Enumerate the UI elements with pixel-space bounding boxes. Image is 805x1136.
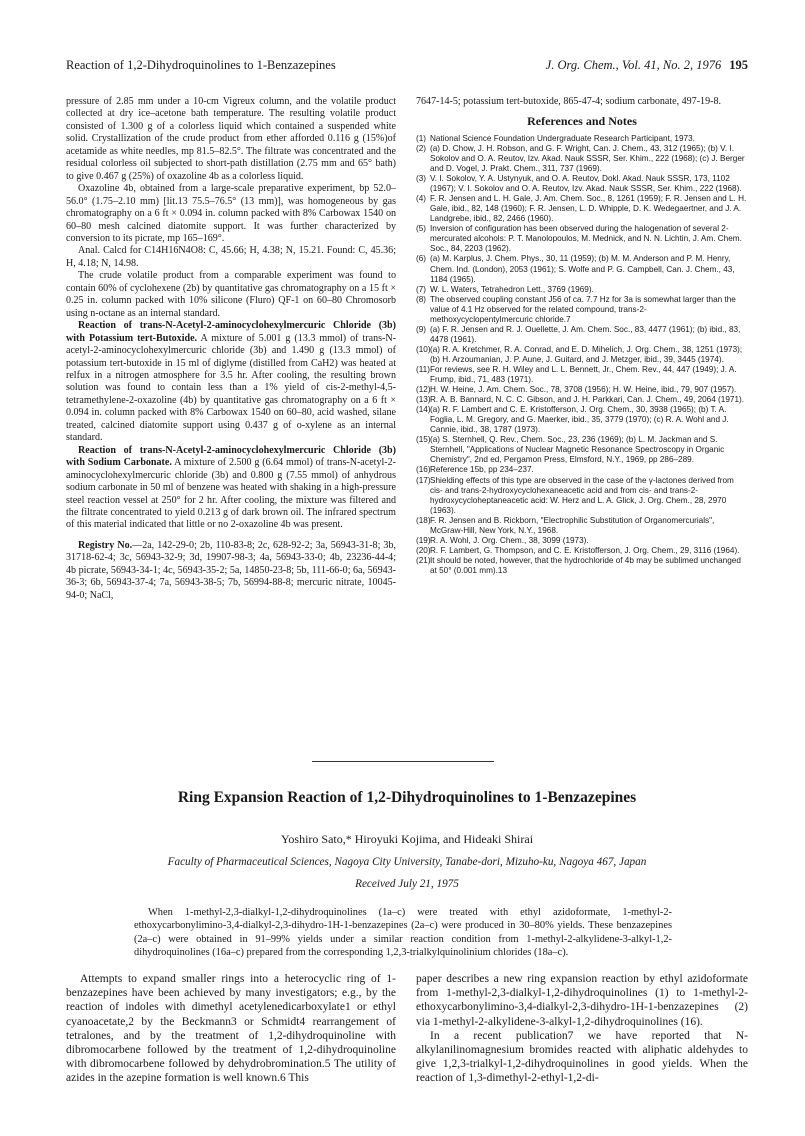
reference-item: [416, 224, 748, 254]
reference-item: [416, 254, 748, 284]
reference-item: [416, 435, 748, 465]
reference-item: [416, 516, 748, 536]
reference-text: Inversion of configuration has been observed during the halogenation of several 2-mercurated alcohols: P. T. Manolopoulos, M. Mednick, and N. N. Lichtin, J. Am. Chem. Soc., 84, 2203 (1962).: [430, 224, 742, 254]
reference-item: [416, 465, 748, 475]
body-paragraph: Attempts to expand smaller rings into a heterocyclic ring of 1-benzazepines have been achieved by many investigators; e.g., by the reaction of indoles with dimethyl acetylenedicarboxylate1 or ethyl cyanoacetate,2 by the Beckmann3 or Schmidt4 rearrangement of tetralones, and by the treatment of 1,2-dihydroquinoline with dibromocarbene followed by the treatment of 1,2-dihydroquinoline with dibromocarbene followed by dehydrobromination.5 The utility of azides in the azepine formation is well known.6 This: [66, 973, 396, 1085]
section-text: A mixture of 2.500 g (6.64 mmol) of trans-N-acetyl-2-aminocyclohexylmercuric chloride (3b) and 0.800 g (7.55 mmol) of anhydrous sodium carbonate in 50 ml of benzene was heated with shaking in a high-pressure steel reaction vessel at 250° for 2 hr. After cooling, the mixture was filtered and the filtrate concentrated to yield 0.213 g of dark brown oil. The infrared spectrum of this material indicated that little or no 2-oxazoline 4b was present.: [66, 457, 397, 531]
reference-text: W. L. Waters, Tetrahedron Lett., 3769 (1969).: [430, 284, 594, 294]
abstract: When 1-methyl-2,3-dialkyl-1,2-dihydroquinolines (1a–c) were treated with ethyl azidoformate, 1-methyl-2-ethoxycarbonylimino-3,4-dialkyl-2,3-dihydro-1H-1-benzazepines (2a–c) were produced in 30–80% yields. These benzazepines (2a–c) were obtained in 91–99% yields under a similar reaction condition from 1-methyl-2-alkylidene-3-alkyl-1,2-dihydroquinolines (16a–c) prepared from the corresponding 1,2,3-trialkylquinolinium chlorides (18a–c).: [134, 907, 672, 958]
reference-text: (a) D. Chow, J. H. Robson, and G. F. Wright, Can. J. Chem., 43, 312 (1965); (b) V. I. Sokolov and O. A. Reutov, Izv. Akad. Nauk SSSR, Ser. Khim., 222 (1968); (c) J. Berger and D. Vogel, J. Prakt. Chem., 311, 737 (1969).: [430, 143, 745, 174]
article-authors: Yoshiro Sato,* Hiroyuki Kojima, and Hideaki Shirai: [280, 832, 534, 846]
reference-item: [416, 134, 748, 144]
article-title: Ring Expansion Reaction of 1,2-Dihydroquinolines to 1-Benzazepines: [177, 789, 637, 806]
reference-number: (13): [416, 395, 431, 405]
reference-number: (14): [416, 405, 431, 415]
author-affiliation: Faculty of Pharmaceutical Sciences, Nagoya City University, Tanabe-dori, Mizuho-ku, Nagoya 467, Japan: [167, 856, 647, 868]
reference-text: National Science Foundation Undergraduate Research Participant, 1973.: [430, 133, 695, 143]
paragraph: Oxazoline 4b, obtained from a large-scale preparative experiment, bp 52.0–56.0° (1.75–2.10 mm) [lit.13 75.5–76.5° (13 mm)], was homogeneous by gas chromatography on a 6 ft × 0.094 in. column packed with 8% Carbowax 1540 on 60–80 mesh calcined diatomite support. It was further characterized by conversion to its picrate, mp 165–169°.: [66, 183, 396, 244]
reference-item: [416, 385, 748, 395]
reference-number: (2): [416, 143, 427, 153]
reference-item: [416, 476, 748, 516]
reference-text: Shielding effects of this type are observed in the case of the γ-lactones derived from cis- and trans-2-hydroxycyclohexaneacetic acid and from cis- and trans-2-hydroxycycloheptaneacetic acid: W. Herz and L. A. Glick, J. Org. Chem., 28, 2970 (1963).: [430, 475, 734, 515]
page-number: 195: [729, 58, 748, 72]
reference-text: The observed coupling constant J56 of ca. 7.7 Hz for 3a is somewhat larger than the value of 4.1 Hz observed for the related compound, trans-2-methoxycyclopentylmercuric chloride.7: [430, 294, 736, 324]
registry-paragraph: [66, 540, 396, 602]
reference-text: (a) M. Karplus, J. Chem. Phys., 30, 11 (1959); (b) M. M. Anderson and P. M. Henry, Chem. Ind. (London), 2053 (1961); S. Wolfe and P. G. Campbell, Can. J. Chem., 43, 1184 (1965).: [430, 254, 735, 284]
reference-item: [416, 345, 748, 365]
paragraph: [66, 445, 396, 532]
reference-number: (6): [416, 254, 427, 264]
left-column: [66, 96, 396, 602]
paragraph: [66, 320, 396, 445]
right-column: [416, 96, 748, 576]
reference-number: (10): [416, 344, 431, 354]
reference-item: [416, 405, 748, 435]
reference-item: [416, 325, 748, 345]
reference-text: For reviews, see R. H. Wiley and L. L. Bennett, Jr., Chem. Rev., 44, 447 (1949); J. A. Frump, ibid., 71, 483 (1971).: [430, 364, 737, 385]
reference-text: V. I. Sokolov, Y. A. Ustynyuk, and O. A. Reutov, Dokl. Akad. Nauk SSSR, 173, 1102 (1967); V. I. Sokolov and O. A. Reutov, Izv. Akad. Nauk SSSR, Ser. Khim., 222 (1968).: [430, 174, 742, 194]
reference-number: (12): [416, 385, 431, 395]
page-header: [66, 58, 748, 74]
registry-text: —2a, 142-29-0; 2b, 110-83-8; 2c, 628-92-2; 3a, 56943-31-8; 3b, 31718-62-4; 3c, 56943-32-9; 3d, 19907-98-3; 4a, 56943-33-0; 4b, 23236-44-4; 4b picrate, 56943-34-1; 4c, 56943-35-2; 5a, 14850-23-8; 5b, 111-66-0; 6a, 56943-36-3; 6b, 56943-37-4; 7a, 56943-38-5; 7b, 56994-88-8; mercuric nitrate, 10045-94-0; NaCl,: [66, 539, 396, 601]
reference-text: (a) R. A. Kretchmer, R. A. Conrad, and E. D. Mihelich, J. Org. Chem., 38, 1251 (1973); (b) H. Arzoumanian, J. P. Aune, J. Guitard, and J. Metzger, ibid., 39, 3445 (1974).: [430, 344, 743, 364]
reference-number: (8): [416, 294, 427, 304]
reference-text: R. F. Lambert, G. Thompson, and C. E. Kristofferson, J. Org. Chem., 29, 3116 (1964).: [430, 545, 740, 555]
reference-text: Reference 15b, pp 234–237.: [430, 465, 534, 475]
reference-number: (11): [416, 364, 430, 374]
body-paragraph: paper describes a new ring expansion reaction by ethyl azidoformate from 1-methyl-2,3-dialkyl-1,2-dihydroquinolines (1) to 1-methyl-2-ethoxycarbonylimino-3,4-dialkyl-2,3-dihydro-1H-1-benzazepines (2) via 1-methyl-2-alkylidene-3-alkyl-1,2-dihydroquinolines (16).: [416, 973, 748, 1028]
reference-text: H. W. Heine, J. Am. Chem. Soc., 78, 3708 (1956); H. W. Heine, ibid., 79, 907 (1957).: [430, 385, 737, 395]
registry-heading: Registry No.: [78, 539, 133, 551]
journal-citation: [546, 58, 748, 73]
reference-number: (16): [416, 465, 431, 475]
reference-number: (3): [416, 174, 427, 184]
paragraph: The crude volatile product from a comparable experiment was found to contain 60% of cyclohexene (2b) by quantitative gas chromatography on a 15 ft × 0.25 in. column packed with 10% silicone (Fluro) QF-1 on 60–80 Chromosorb using n-octane as an internal standard.: [66, 270, 396, 319]
reference-item: [416, 174, 748, 194]
reference-text: (a) S. Sternhell, Q. Rev., Chem. Soc., 23, 236 (1969); (b) L. M. Jackman and S. Sternhell, "Applications of Nuclear Magnetic Resonance Spectroscopy in Organic Chemistry", 2nd ed, Pergamon Press, Elmsford, N.Y., 1969, pp 286–289.: [430, 435, 725, 465]
section-divider: [312, 761, 494, 762]
registry-continuation: 7647-14-5; potassium tert-butoxide, 865-47-4; sodium carbonate, 497-19-8.: [416, 96, 721, 107]
body-left-column: [66, 972, 396, 1086]
section-heading: Reaction of trans-N-Acetyl-2-aminocyclohexylmercuric Chloride (3b) with Sodium Carbonate.: [66, 444, 396, 469]
reference-item: [416, 395, 748, 405]
paragraph: Anal. Calcd for C14H16N4O8: C, 45.66; H, 4.38; N, 15.21. Found: C, 45.36; H, 4.18; N, 14.98.: [66, 245, 396, 269]
reference-number: (5): [416, 224, 427, 234]
body-paragraph: In a recent publication7 we have reported that N-alkylanilinomagnesium bromides reacted with aliphatic aldehydes to give 1,2,3-trialkyl-1,2-dihydroquinolines in good yields. When the reaction of 1,3-dimethyl-2-ethyl-1,2-di-: [416, 1029, 748, 1085]
reference-number: (21): [416, 555, 431, 565]
references-list: [416, 134, 748, 576]
reference-item: [416, 194, 748, 224]
reference-item: [416, 144, 748, 174]
reference-item: [416, 365, 748, 385]
section-heading: Reaction of trans-N-Acetyl-2-aminocyclohexylmercuric Chloride (3b) with Potassium tert-Butoxide.: [66, 320, 396, 344]
reference-number: (9): [416, 324, 427, 334]
references-heading: References and Notes: [527, 114, 637, 129]
reference-text: It should be noted, however, that the hydrochloride of 4b may be sublimed unchanged at 50° (0.001 mm).13: [430, 555, 741, 575]
section-text: A mixture of 5.001 g (13.3 mmol) of trans-N-acetyl-2-aminocyclohexylmercuric chloride (3b) and 1.490 g (13.3 mmol) of potassium tert-butoxide in 15 ml of diglyme (distilled from CaH2) was heated at relfux in a nitrogen atmosphere for 3.5 hr. After cooling, the resulting brown solution was found to contain less than a 1% yield of cis-2-methyl-4,5-tetramethylene-2-oxazoline (4b) by quantitative gas chromatography on a 6 ft × 0.094 in. column packed with 8% Carbowax 1540 on 60–80, acid washed, silane treated, calcined diatomite support using 0.437 g of o-xylene as an internal standard.: [66, 332, 396, 444]
reference-number: (15): [416, 435, 431, 445]
paragraph: pressure of 2.85 mm under a 10-cm Vigreux column, and the volatile product collected at dry ice–acetone bath temperature. The resulting volatile product consisted of 1.300 g of a colorless liquid which contained a suspended white solid. Crystallization of the crude product from ether afforded 0.116 g (15%)of acetamide as white needles, mp 81.5–82.5°. The filtrate was concentrated and the residual colorless oil subjected to short-path distillation (2.75 mm and 65° bath) to give 0.467 g (25%) of oxazoline 4b as a colorless liquid.: [66, 96, 396, 182]
reference-number: (7): [416, 284, 427, 294]
reference-text: R. A. B. Bannard, N. C. C. Gibson, and J. H. Parkkari, Can. J. Chem., 49, 2064 (1971).: [430, 395, 744, 405]
reference-item: [416, 546, 748, 556]
reference-text: (a) R. F. Lambert and C. E. Kristofferson, J. Org. Chem., 30, 3938 (1965); (b) T. A. Foglia, L. M. Gregory, and G. Maerker, ibid., 35, 3779 (1970); (c) R. A. Wohl and J. Cannie, ibid., 38, 1787 (1973).: [430, 405, 729, 435]
body-right-column: [416, 972, 748, 1086]
reference-number: (18): [416, 515, 431, 525]
reference-number: (19): [416, 535, 431, 545]
reference-item: [416, 556, 748, 576]
reference-number: (17): [416, 475, 431, 485]
reference-text: (a) F. R. Jensen and R. J. Ouellette, J. Am. Chem. Soc., 83, 4477 (1961); (b) ibid., 83, 4478 (1961).: [430, 324, 741, 344]
reference-number: (20): [416, 545, 431, 555]
journal-name: J. Org. Chem., Vol. 41, No. 2, 1976: [545, 58, 722, 72]
reference-item: [416, 536, 748, 546]
reference-item: [416, 285, 748, 295]
reference-item: [416, 295, 748, 325]
running-title: Reaction of 1,2-Dihydroquinolines to 1-Benzazepines: [66, 58, 336, 72]
reference-number: (4): [416, 194, 427, 204]
reference-text: F. R. Jensen and B. Rickborn, "Electrophilic Substitution of Organomercurials", McGraw-Hill, New York, N.Y., 1968.: [430, 515, 715, 535]
reference-text: F. R. Jensen and L. H. Gale, J. Am. Chem. Soc., 8, 1261 (1959); F. R. Jensen and L. H. Gale, ibid., 82, 148 (1960); F. R. Jensen, L. D. Whipple, D. K. Wedegaertner, and J. A. Landgrebe, ibid., 82, 2466 (1960).: [430, 194, 747, 224]
reference-text: R. A. Wohl, J. Org. Chem., 38, 3099 (1973).: [430, 535, 589, 545]
received-date: Received July 21, 1975: [355, 878, 459, 890]
reference-number: (1): [416, 133, 427, 143]
